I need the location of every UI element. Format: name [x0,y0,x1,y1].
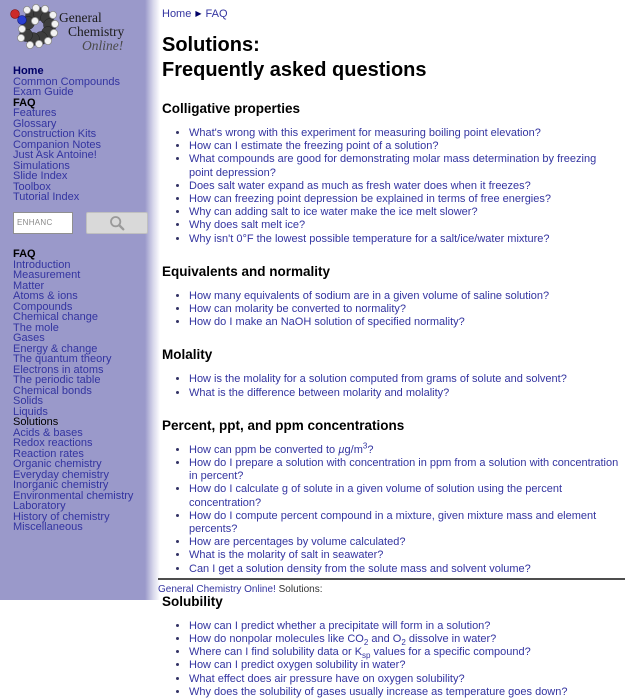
sidebar-faq-item-chemical-bonds[interactable]: Chemical bonds [13,384,92,397]
question-list [189,620,623,699]
faq-question-link[interactable]: Where can I find solubility data or $K_{sp}$ values for a specific compound? [189,646,531,661]
breadcrumb [162,8,623,20]
faq-question-link[interactable]: How can I estimate the freezing point of a solution? [189,140,439,153]
site-title [59,11,124,53]
list-item [189,140,623,153]
list-item [189,483,623,509]
search-button[interactable] [86,212,148,234]
sidebar-faq-heading: FAQ [13,247,36,260]
sidebar-item-home[interactable]: Home [13,65,44,77]
sidebar-faq-item-liquids[interactable]: Liquids [13,405,48,418]
sidebar-item-toolbox[interactable]: Toolbox [13,180,51,193]
list-item [189,633,623,646]
list-item [189,303,623,316]
faq-question-link[interactable]: How can molarity be converted to normality? [189,303,407,316]
list-item [189,620,623,633]
sidebar-faq-item-acids-bases[interactable]: Acids & bases [13,426,83,439]
list-item [189,510,623,536]
faq-section [162,418,623,576]
faq-question-link[interactable]: How can I predict whether a precipitate will form in a solution? [189,619,491,632]
faq-section [162,264,623,330]
list-item [189,646,623,659]
sidebar-faq-item-measurement[interactable]: Measurement [13,269,81,281]
faq-section [162,101,623,246]
section-heading: Molality [162,347,213,363]
sidebar-faq-item-reaction-rates[interactable]: Reaction rates [13,447,84,460]
site-logo-link[interactable] [0,0,160,62]
molecule-logo-icon [5,4,59,58]
footer-divider [158,578,625,580]
faq-question-link[interactable]: How do I calculate g of solute in a given volume of solution using the percent concentration? [189,483,563,509]
list-item [189,219,623,232]
sidebar-faq-item-compounds[interactable]: Compounds [13,300,73,313]
faq-section [162,347,623,399]
page-title-line2: Frequently asked questions [162,59,427,81]
sidebar-item-simulations[interactable]: Simulations [13,159,70,172]
sidebar-item-exam-guide[interactable]: Exam Guide [13,86,74,98]
faq-question-link[interactable]: Why can adding salt to ice water make the ice melt slower? [189,206,478,219]
list-item [189,536,623,549]
sidebar-faq-item-electrons-in-atoms[interactable]: Electrons in atoms [13,363,104,376]
sidebar-faq-item-inorganic-chemistry[interactable]: Inorganic chemistry [13,479,109,491]
faq-question-link[interactable]: How can freezing point depression be explained in terms of free energies? [189,193,551,206]
faq-question-link[interactable]: What effect does air pressure have on oxygen solubility? [189,672,465,685]
sidebar-faq-item-environmental-chemistry[interactable]: Environmental chemistry [13,489,134,502]
sidebar-faq-item-solutions: Solutions [13,416,59,428]
sidebar-item-slide-index[interactable]: Slide Index [13,170,68,182]
sidebar-faq-item-solids[interactable]: Solids [13,395,43,407]
sidebar-faq-item-history-of-chemistry[interactable]: History of chemistry [13,510,110,523]
faq-question-link[interactable]: What's wrong with this experiment for measuring boiling point elevation? [189,127,541,139]
list-item [189,193,623,206]
list-item [189,290,623,303]
list-item [189,441,623,457]
list-item [189,673,623,686]
footer [158,578,625,595]
section-heading: Percent, ppt, and ppm concentrations [162,417,405,433]
sidebar-faq-item-matter[interactable]: Matter [13,279,45,292]
sidebar-faq-nav [0,260,160,533]
section-heading: Colligative properties [162,101,301,116]
section-heading: Equivalents and normality [162,263,331,279]
sidebar-faq-item-energy-change[interactable]: Energy & change [13,342,98,355]
sidebar-faq-item-the-mole[interactable]: The mole [13,321,59,334]
list-item [189,659,623,672]
faq-question-link[interactable]: Why isn't 0°F the lowest possible temperature for a salt/ice/water mixture? [189,232,550,245]
sidebar-faq-item-laboratory[interactable]: Laboratory [13,500,66,512]
site-title-line1: General [59,10,102,25]
breadcrumb-home-link[interactable]: Home [162,8,192,20]
sidebar-faq-item-organic-chemistry[interactable]: Organic chemistry [13,458,102,470]
sidebar-faq-item-the-quantum-theory[interactable]: The quantum theory [13,353,112,365]
site-title-line2: Chemistry [68,24,125,39]
faq-question-link[interactable]: What compounds are good for demonstrating molar mass determination by freezing point depression? [189,153,597,179]
list-item [189,549,623,562]
faq-question-link[interactable]: What is the difference between molarity and molality? [189,386,450,399]
list-item [189,127,623,140]
sidebar-item-tutorial-index[interactable]: Tutorial Index [13,191,80,203]
sidebar-faq-item-miscellaneous[interactable]: Miscellaneous [13,521,83,533]
list-item [189,153,623,179]
sidebar-item-companion-notes[interactable]: Companion Notes [13,138,102,151]
sidebar-faq-item-introduction[interactable]: Introduction [13,258,71,271]
faq-sections [162,101,623,699]
search-input[interactable] [13,212,73,234]
question-list [189,290,623,330]
list-item [189,373,623,386]
faq-question-link[interactable]: How many equivalents of sodium are in a given volume of saline solution? [189,289,550,302]
faq-question-link[interactable]: How do I prepare a solution with concentration in ppm from a solution with concentration in percent? [189,457,619,483]
sidebar-faq-item-atoms-ions[interactable]: Atoms & ions [13,290,78,302]
sidebar-faq-item-everyday-chemistry[interactable]: Everyday chemistry [13,468,109,481]
list-item [189,206,623,219]
sidebar-item-glossary[interactable]: Glossary [13,117,57,130]
sidebar-item-construction-kits[interactable]: Construction Kits [13,128,97,140]
list-item [189,563,623,576]
breadcrumb-arrow-icon: ▶ [195,9,202,18]
faq-question-link[interactable]: Why does salt melt ice? [189,219,306,232]
sidebar-faq-item-chemical-change[interactable]: Chemical change [13,311,98,323]
list-item [189,387,623,400]
footer-page-label: Solutions: [278,584,323,595]
list-item [189,180,623,193]
faq-question-link[interactable]: How is the molality for a solution computed from grams of solute and solvent? [189,373,567,386]
sidebar-nav [0,62,160,203]
sidebar-item-faq[interactable]: FAQ [13,96,36,109]
faq-question-link[interactable]: Why does the solubility of gases usually increase as temperature goes down? [189,685,568,698]
faq-question-link[interactable]: Does salt water expand as much as fresh water does when it freezes? [189,179,531,192]
list-item [189,457,623,483]
faq-question-link[interactable]: How do I make an NaOH solution of specified normality? [189,316,465,329]
question-list [189,127,623,246]
page-title-line1: Solutions: [162,34,260,56]
faq-question-link[interactable]: What is the molarity of salt in seawater? [189,549,384,562]
question-list [189,373,623,399]
site-title-line3: Online! [82,38,124,53]
section-heading: Solubility [162,593,223,609]
question-list [189,441,623,576]
faq-question-link[interactable]: How do I compute percent compound in a mixture, given mixture mass and element percents? [189,509,597,536]
sidebar-faq-item-redox-reactions[interactable]: Redox reactions [13,437,93,449]
list-item [189,316,623,329]
magnifier-icon [108,214,126,232]
faq-question-link[interactable]: How can I predict oxygen solubility in water? [189,659,406,672]
sidebar-item-just-ask-antoine[interactable]: Just Ask Antoine! [13,149,97,161]
footer-site-link[interactable]: General Chemistry Online! [158,584,276,595]
sidebar-item-features[interactable]: Features [13,107,57,119]
faq-question-link[interactable]: How do nonpolar molecules like $CO_2$ and $O_2$ dissolve in water? [189,633,497,648]
faq-question-link[interactable]: How are percentages by volume calculated? [189,536,406,549]
sidebar-faq-item-the-periodic-table[interactable]: The periodic table [13,374,101,386]
faq-question-link[interactable]: How can ppm be converted to µg/m$^3$? [189,441,374,456]
footer-text [158,584,625,595]
sidebar [0,0,160,600]
faq-question-link[interactable]: Can I get a solution density from the solute mass and solvent volume? [189,562,531,575]
list-item [189,233,623,246]
sidebar-item-common-compounds[interactable]: Common Compounds [13,75,120,88]
list-item [189,686,623,699]
sidebar-faq-item-gases[interactable]: Gases [13,332,45,344]
page-title [162,33,623,83]
breadcrumb-faq-link[interactable]: FAQ [205,8,228,20]
search-row [13,212,160,234]
faq-section [162,594,623,699]
